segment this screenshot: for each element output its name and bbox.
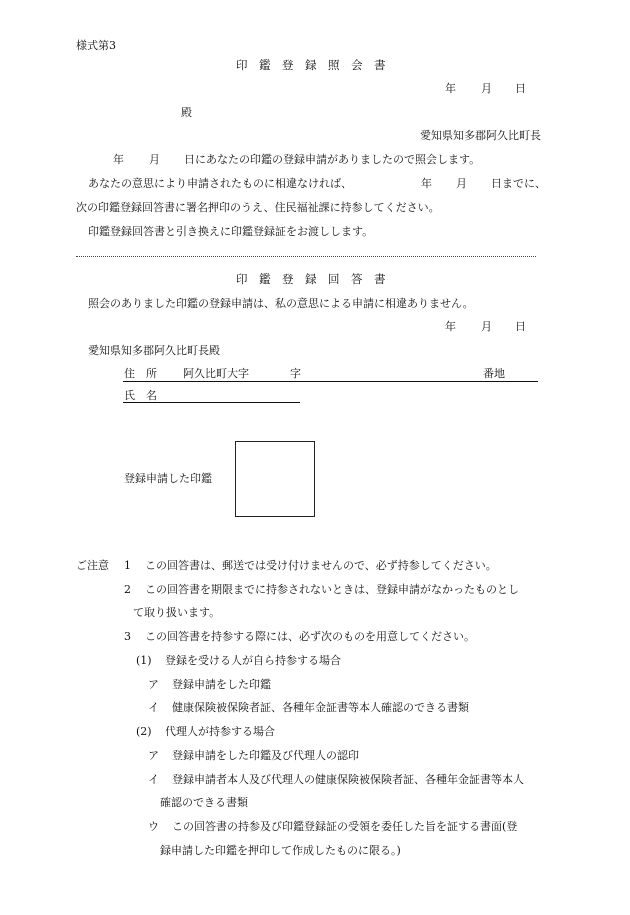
address-banchi: 番地 [483, 367, 505, 380]
note-3-2-b-line2: 確認のできる書類 [160, 796, 248, 809]
reply-title: 印 鑑 登 録 回 答 書 [236, 272, 386, 286]
note-3-1-a: 登録申請をした印鑑 [172, 678, 271, 691]
reply-addressee: 愛知県知多郡阿久比町長殿 [88, 344, 220, 357]
inquiry-title: 印 鑑 登 録 照 会 書 [236, 58, 386, 72]
seal-label: 登録申請した印鑑 [124, 472, 212, 485]
note-3-2-c-line2: 録申請した印鑑を押印して作成したものに限る。) [160, 844, 401, 857]
note-3-2-c-line1: この回答書の持参及び印鑑登録証の受領を委任した旨を証する書面(登 [172, 820, 518, 833]
note-3-1-a-mark: ア [148, 678, 159, 691]
inquiry-line2-month: 月 [456, 177, 467, 190]
reply-date-month: 月 [481, 320, 492, 333]
address-label: 住 所 [124, 367, 157, 380]
inquiry-sender: 愛知県知多郡阿久比町長 [420, 129, 541, 142]
reply-date-year: 年 [445, 320, 456, 333]
inquiry-date-year: 年 [445, 82, 456, 95]
inquiry-addressee: 殿 [181, 106, 192, 119]
inquiry-date-month: 月 [481, 82, 492, 95]
note-3-1-b-mark: イ [148, 701, 159, 714]
name-field-line[interactable] [123, 402, 300, 403]
note-2-number: 2 [124, 583, 131, 596]
notes-heading: ご注意 [76, 559, 109, 572]
name-label: 氏 名 [124, 389, 157, 402]
inquiry-date-day: 日 [515, 82, 526, 95]
note-3-2-a: 登録申請をした印鑑及び代理人の認印 [172, 749, 359, 762]
note-1-number: 1 [124, 559, 131, 572]
note-3-number: 3 [124, 630, 131, 643]
note-1: この回答書は、郵送では受け付けませんので、必ず持参してください。 [145, 559, 497, 572]
note-3: この回答書を持参する際には、必ず次のものを用意してください。 [145, 630, 475, 643]
reply-statement: 照会のありました印鑑の登録申請は、私の意思による申請に相違ありません。 [88, 297, 474, 310]
inquiry-line2-text: あなたの意思により申請されたものに相違なければ、 [88, 177, 352, 190]
inquiry-line1-text: 日にあなたの印鑑の登録申請がありましたので照会します。 [184, 153, 481, 166]
note-2-line1: この回答書を期限までに持参されないときは、登録申請がなかったものとし [145, 583, 519, 596]
inquiry-line3: 次の印鑑登録回答書に署名押印のうえ、住民福祉課に持参してください。 [76, 201, 440, 214]
note-3-2: 代理人が持参する場合 [165, 725, 275, 738]
address-field-line[interactable] [123, 381, 538, 382]
note-3-2-a-mark: ア [148, 749, 159, 762]
note-2-line2: て取り扱います。 [133, 606, 221, 619]
form-number: 様式第3 [76, 39, 116, 52]
inquiry-line1-month: 月 [149, 153, 160, 166]
seal-box[interactable] [235, 441, 315, 517]
note-3-2-c-mark: ウ [148, 820, 159, 833]
note-3-1-number: (1) [136, 654, 152, 667]
inquiry-line2-year: 年 [421, 177, 432, 190]
inquiry-line4: 印鑑登録回答書と引き換えに印鑑登録証をお渡しします。 [88, 225, 374, 238]
note-3-2-number: (2) [136, 725, 152, 738]
note-3-2-b-mark: イ [148, 773, 159, 786]
note-3-1-b: 健康保険被保険者証、各種年金証書等本人確認のできる書類 [172, 701, 469, 714]
note-3-1: 登録を受ける人が自ら持参する場合 [165, 654, 341, 667]
inquiry-line1-year: 年 [113, 153, 124, 166]
note-3-2-b-line1: 登録申請者本人及び代理人の健康保険被保険者証、各種年金証書等本人 [172, 773, 524, 786]
inquiry-line2-rest: 日までに、 [491, 177, 546, 190]
cut-line [76, 256, 536, 257]
reply-date-day: 日 [515, 320, 526, 333]
address-aza: 字 [290, 367, 301, 380]
address-town: 阿久比町大字 [183, 367, 249, 380]
